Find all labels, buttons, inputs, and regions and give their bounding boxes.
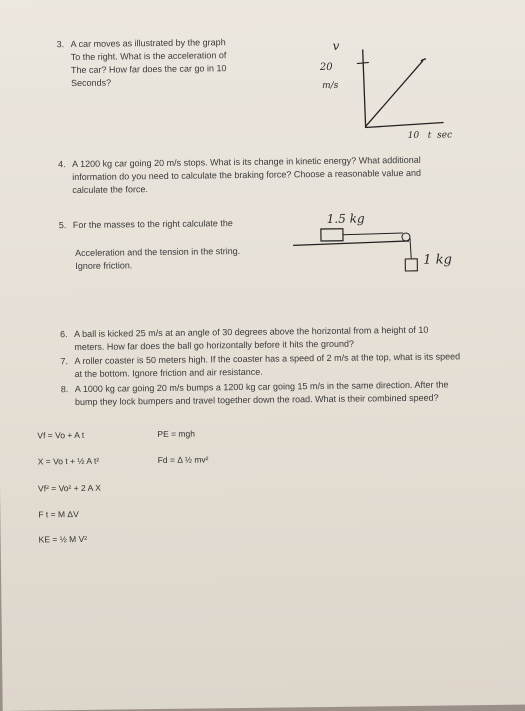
equation-impulse: F t = M ΔV [38,509,79,520]
equation-kinetic-energy: KE = ½ M V² [38,533,88,545]
q5-text: For the masses to the right calculate the [72,218,233,231]
equation-potential-energy: PE = mgh [157,428,195,440]
mass2-label: 1 kg [423,252,452,268]
q6-line: meters. How far does the ball go horizontally before it hits the ground? [74,338,354,353]
q5-number: 5. [58,220,67,231]
q7-text [74,350,460,381]
q4-line: A 1200 kg car going 20 m/s stops. What is its change in kinetic energy? What additional [71,154,421,170]
q6-text [74,324,429,354]
q4-number: 4. [57,159,66,170]
q3-line: Seconds? [71,77,112,89]
q8-line: A 1000 kg car going 20 m/s bumps a 1200 kg car going 15 m/s in the same direction. After the [74,379,449,395]
graph-y-top: 20 [319,61,333,74]
q6-line: A ball is kicked 25 m/s at an angle of 30 degrees above the horizontal from a height of 10 [74,324,429,340]
graph-y-unit: m/s [322,80,339,91]
graph-x-label: 10 t sec [407,130,453,141]
equation-velocity: Vf = Vo + A t [37,429,85,441]
q5-line: Acceleration and the tension in the string. [75,246,241,259]
q4-line: calculate the force. [72,184,148,196]
q8-text [75,378,449,409]
q4-line: information do you need to calculate the braking force? Choose a reasonable value and [72,167,421,183]
equation-work-energy: Fd = Δ ½ mv² [157,454,209,466]
equation-position: X = Vo t + ½ A t² [37,455,100,467]
q6-number: 6. [60,329,68,340]
graph-y-label: v [332,38,340,53]
q7-number: 7. [60,356,69,367]
q3-line: The car? How far does the car go in 10 [70,63,227,76]
q8-number: 8. [60,384,69,395]
q7-line: at the bottom. Ignore friction and air resistance. [74,366,263,380]
equation-velocity-squared: Vf² = Vo² + 2 A X [37,482,101,494]
q7-line: A roller coaster is 50 meters high. If the coaster has a speed of 2 m/s at the top, what is its speed [74,351,461,367]
q3-line: A car moves as illustrated by the graph [70,37,226,50]
q3-number: 3. [56,39,65,50]
q5-line: Ignore friction. [75,260,133,272]
mass1-label: 1.5 kg [326,211,365,226]
q8-line: bump they lock bumpers and travel together down the road. What is their combined speed? [74,392,439,408]
q3-line: To the right. What is the acceleration of [70,50,227,63]
